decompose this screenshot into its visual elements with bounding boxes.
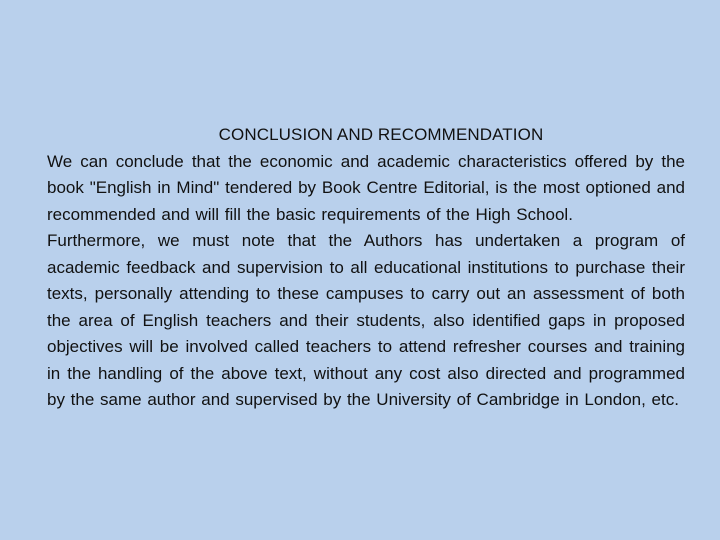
slide-content [47, 122, 685, 414]
recommendation-paragraph: Furthermore, we must note that the Authors has undertaken a program of academic feedback and supervision to all educational institutions to purchase their texts, personally attending to these campuses to carry out an assessment of both the area of English teachers and their students, also identified gaps in proposed objectives will be involved called teachers to attend refresher courses and training in the handling of the above text, without any cost also directed and programmed by the same author and supervised by the University of Cambridge in London, etc. [47, 231, 685, 409]
conclusion-paragraph: We can conclude that the economic and academic characteristics offered by the book "English in Mind" tendered by Book Centre Editorial, is the most optioned and recommended and will fill the basic requirements of the High School. [47, 151, 685, 224]
slide-heading: CONCLUSION AND RECOMMENDATION [218, 125, 544, 144]
